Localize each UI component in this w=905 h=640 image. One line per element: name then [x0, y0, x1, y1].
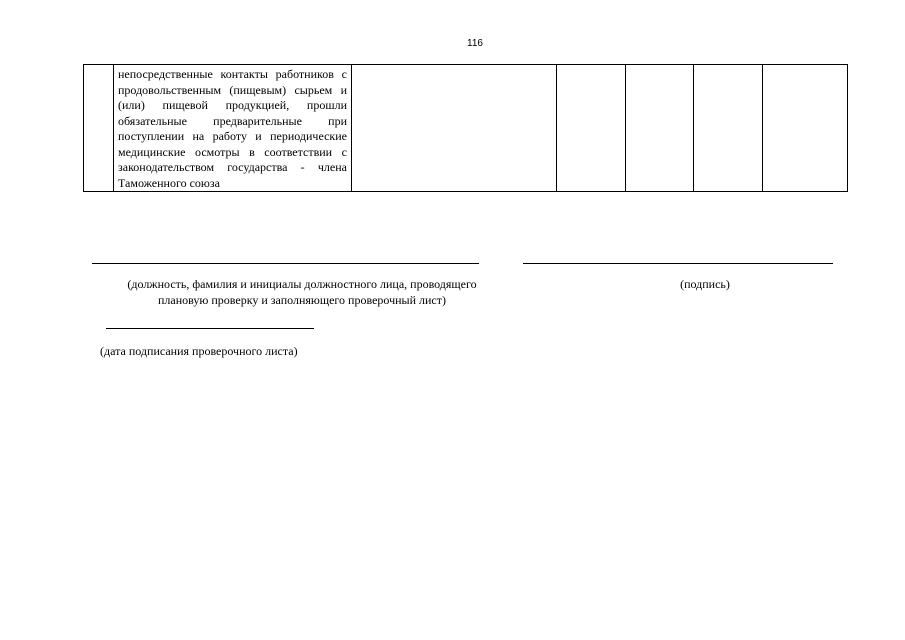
reference-cell — [352, 65, 557, 192]
row-index-cell — [84, 65, 114, 192]
checklist-table — [83, 64, 848, 192]
answer-not-applicable-cell — [694, 65, 763, 192]
signature-line — [523, 263, 833, 264]
page-number: 116 — [467, 38, 483, 49]
official-signature-line — [92, 263, 479, 264]
signature-caption: (подпись) — [680, 277, 730, 291]
date-line — [106, 328, 314, 329]
note-cell — [763, 65, 848, 192]
requirement-cell — [114, 65, 352, 192]
requirement-text: непосредственные контакты работников с продовольственным (пищевым) сырьем и (или) пищевой продукцией, прошли обязательные предварительные при поступлении на работу и периодические медицинские осмотры в соответствии с законодательством государства - члена Таможенного союза — [118, 67, 347, 190]
date-caption: (дата подписания проверочного листа) — [100, 344, 298, 358]
answer-no-cell — [626, 65, 694, 192]
official-caption-line-2: плановую проверку и заполняющего проверочный лист) — [157, 293, 446, 307]
table-row — [84, 65, 848, 192]
answer-yes-cell — [557, 65, 626, 192]
official-caption — [92, 276, 512, 308]
official-caption-line-1: (должность, фамилия и инициалы должностного лица, проводящего — [127, 277, 477, 291]
